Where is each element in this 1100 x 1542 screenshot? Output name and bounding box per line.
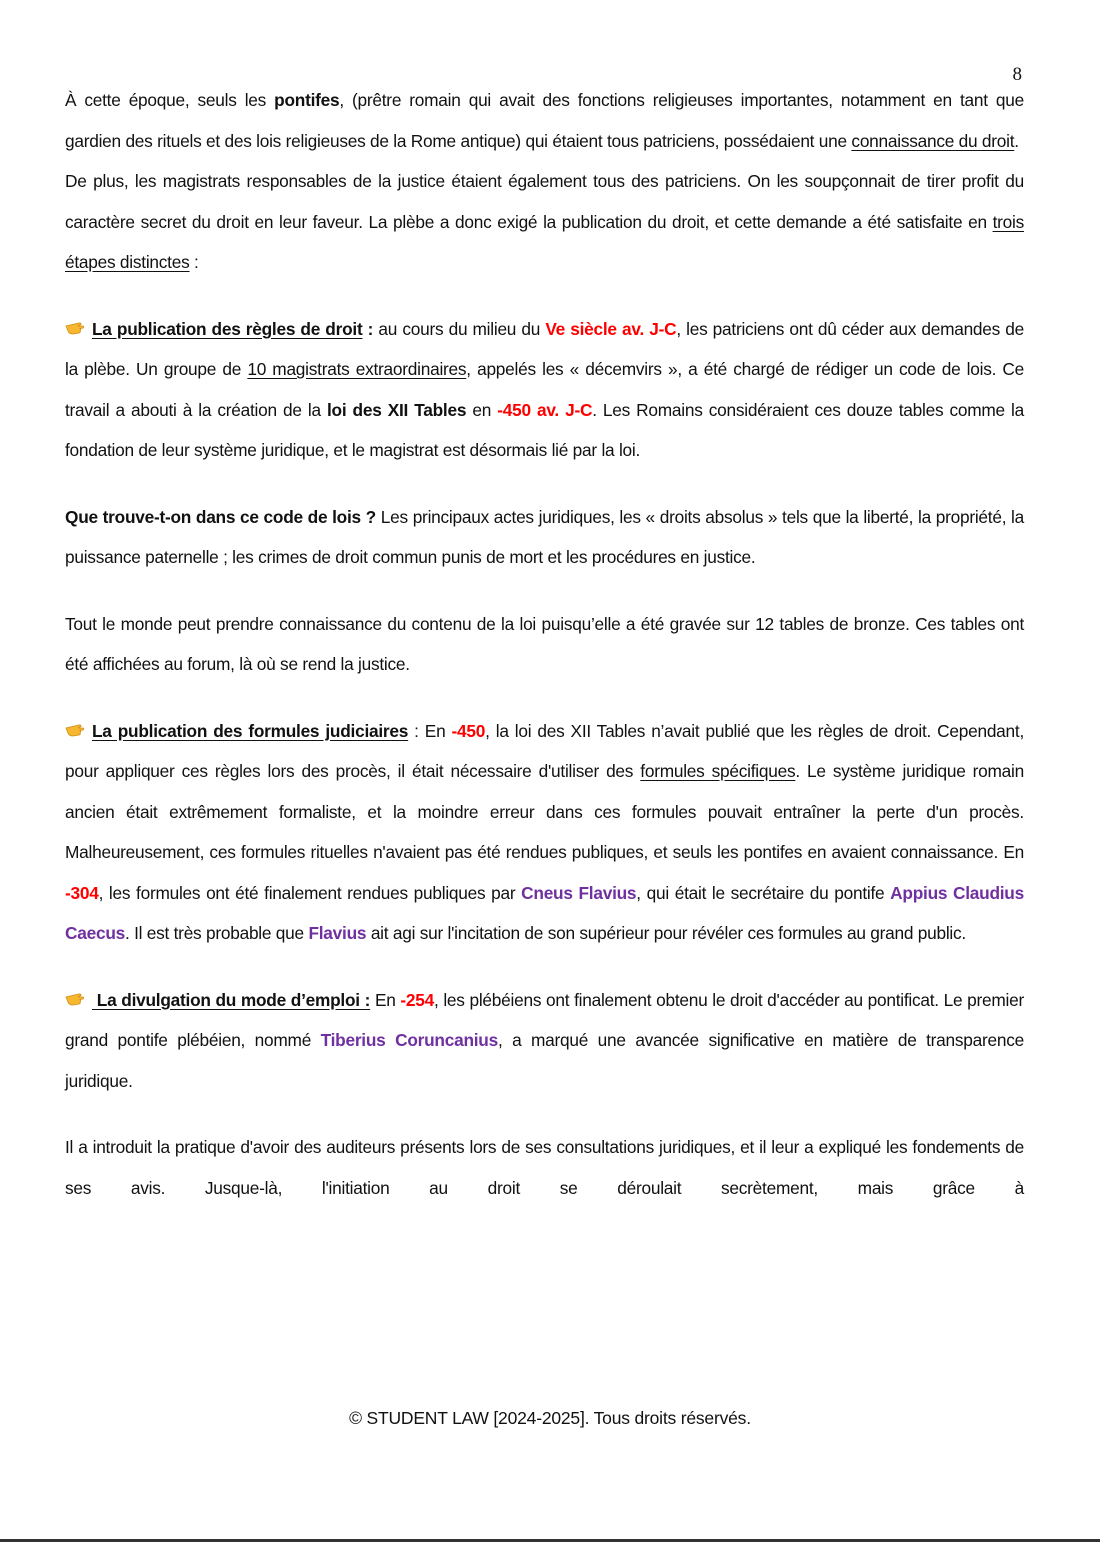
paragraph-pontifes: À cette époque, seuls les pontifes, (prêtre romain qui avait des fonctions religieuses importantes, notamment en tant que gardien des rituels et des lois religieuses de la Rome antique) qui étaient tous patriciens, possédaient une connaissance du droit. [65, 90, 1025, 151]
paragraph-tables-de-bronze: Tout le monde peut prendre connaissance du contenu de la loi puisqu’elle a été gravée sur 12 tables de bronze. Ces tables ont été affichées au forum, là où se rend la justice. [65, 613, 1024, 674]
underlined-term: trois étapes distinctes [65, 211, 1024, 272]
underlined-term: 10 magistrats extraordinaires [247, 359, 467, 379]
section-heading: La publication des règles de droit [92, 318, 363, 339]
person-name: Cneus Flavius [521, 882, 637, 903]
date-highlight: -254 [400, 989, 434, 1010]
copyright-footer: © STUDENT LAW [2024-2025]. Tous droits réservés. [349, 1408, 751, 1428]
bold-term: pontifes [274, 90, 340, 110]
page-number: 8 [1012, 64, 1022, 85]
date-highlight: -450 [451, 720, 486, 741]
date-highlight: Ve siècle av. J-C [545, 318, 677, 339]
bold-term: loi des XII Tables [326, 399, 467, 420]
bold-question: Que trouve-t-on dans ce code de lois ? [65, 506, 376, 527]
section-heading: La publication des formules judiciaires [92, 720, 409, 741]
person-name: Flavius [308, 923, 367, 943]
date-highlight: -450 av. J-C [497, 399, 593, 420]
pointing-hand-icon [65, 991, 87, 1007]
section-mode-emploi: La divulgation du mode d’emploi : En -254, les plébéiens ont finalement obtenu le droit d'accéder au pontificat. Le premier grand pontife plébéien, nommé Tiberius Coruncanius, a marqué une avancée significative en matière de transparence juridique. [65, 989, 1025, 1091]
section-formules-judiciaires: La publication des formules judiciaires : En -450, la loi des XII Tables n’avait publié que les règles de droit. Cependant, pour appliquer ces règles lors des procès, il était nécessaire d'utiliser des formules spécifiques. Le système juridique romain ancien était extrêmement formaliste, et la moindre erreur dans ces formules pouvait entraîner la perte d'un procès. Malheureusement, ces formules rituelles n'avaient pas été rendues publiques, et seuls les pontifes en avaient connaissance. En -304, les formules ont été finalement rendues publiques par Cneus Flavius, qui était le secrétaire du pontife Appius Claudius Caecus. Il est très probable que Flavius ait agi sur l'incitation de son supérieur pour révéler ces formules au grand public. [65, 720, 1025, 943]
person-name: Appius Claudius Caecus [65, 882, 1024, 943]
pointing-hand-icon [65, 320, 87, 336]
underlined-term: formules spécifiques [640, 761, 796, 781]
underlined-term: connaissance du droit [851, 130, 1015, 151]
date-highlight: -304 [65, 882, 99, 903]
document-body [65, 80, 1024, 1208]
section-regles-de-droit: La publication des règles de droit : au cours du milieu du Ve siècle av. J-C, les patriciens ont dû céder aux demandes de la plèbe. Un groupe de 10 magistrats extraordinaires, appelés les « décemvirs », a été chargé de rédiger un code de lois. Ce travail a abouti à la création de la loi des XII Tables en -450 av. J-C. Les Romains considéraient ces douze tables comme la fondation de leur système juridique, et le magistrat est désormais lié par la loi. [65, 318, 1025, 460]
paragraph-auditeurs: Il a introduit la pratique d'avoir des auditeurs présents lors de ses consultations juridiques, et il leur a expliqué les fondements de ses avis. Jusque-là, l'initiation au droit se déroulait secrètement, mais grâce à [65, 1137, 1024, 1198]
person-name: Tiberius Coruncanius [320, 1030, 498, 1050]
paragraph-magistrats: De plus, les magistrats responsables de la justice étaient également tous des patriciens. On les soupçonnait de tirer profit du caractère secret du droit en leur faveur. La plèbe a donc exigé la publication du droit, et cette demande a été satisfaite en trois étapes distinctes : [65, 171, 1024, 272]
section-heading: La divulgation du mode d’emploi : [92, 989, 371, 1010]
pointing-hand-icon [65, 722, 87, 738]
paragraph-code-de-lois: Que trouve-t-on dans ce code de lois ? Les principaux actes juridiques, les « droits absolus » tels que la liberté, la propriété, la puissance paternelle ; les crimes de droit commun punis de mort et les procédures en justice. [65, 506, 1024, 567]
